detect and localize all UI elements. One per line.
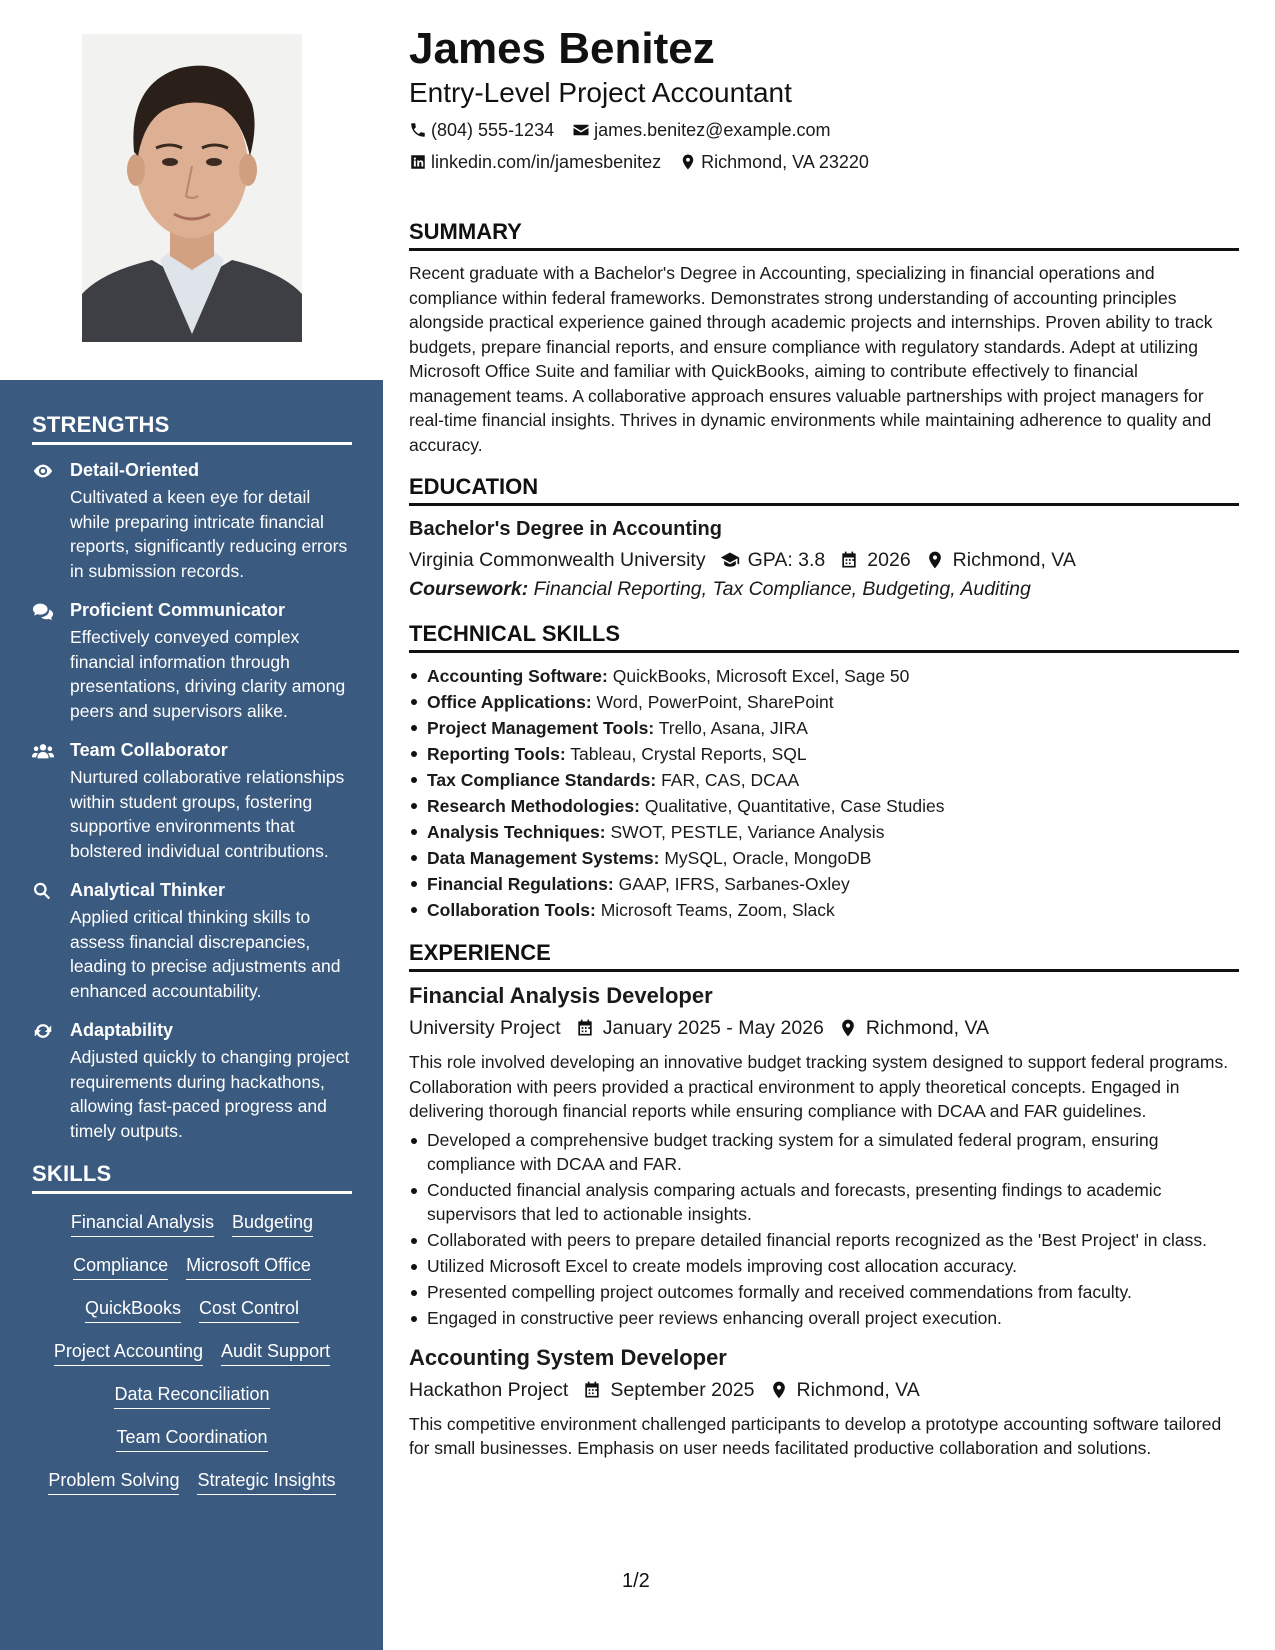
skill-value: MySQL, Oracle, MongoDB — [664, 848, 872, 868]
page-number: 1/2 — [622, 1570, 650, 1592]
list-item: Utilized Microsoft Excel to create models improving cost allocation accuracy. — [409, 1254, 1239, 1278]
list-item — [409, 871, 1239, 897]
strength-title: Detail-Oriented — [70, 460, 200, 480]
skill-row — [32, 1425, 352, 1452]
calendar-icon — [575, 1018, 595, 1038]
skill-label: Financial Regulations: — [427, 874, 614, 894]
job-location — [769, 1376, 920, 1404]
strength-item — [32, 459, 353, 583]
map-marker-icon — [925, 550, 945, 570]
skill-value: GAAP, IFRS, Sarbanes-Oxley — [618, 874, 850, 894]
map-marker-icon — [838, 1018, 858, 1038]
strength-item — [32, 739, 353, 863]
coursework — [409, 574, 1239, 604]
list-item — [409, 689, 1239, 715]
skill-tag: Compliance — [73, 1253, 168, 1280]
strength-title: Proficient Communicator — [70, 600, 286, 620]
skill-row — [32, 1253, 352, 1280]
job-bullets — [409, 1128, 1239, 1330]
list-item: Conducted financial analysis comparing actuals and forecasts, presenting findings to academic supervisors that led to actionable insights. — [409, 1178, 1239, 1226]
list-item — [409, 897, 1239, 923]
job-location — [838, 1014, 989, 1042]
candidate-title: Entry-Level Project Accountant — [409, 77, 792, 108]
skill-label: Collaboration Tools: — [427, 900, 596, 920]
list-item: Collaborated with peers to prepare detailed financial reports recognized as the 'Best Project' in class. — [409, 1228, 1239, 1252]
strength-item — [32, 1019, 353, 1143]
job-description: This competitive environment challenged participants to develop a prototype accounting software tailored for small businesses. Emphasis on user needs facilitated productive collaboration and solutions. — [409, 1413, 1222, 1458]
eye-icon — [32, 459, 70, 583]
linkedin-text: linkedin.com/in/jamesbenitez — [431, 152, 662, 172]
experience-heading: EXPERIENCE — [409, 939, 1239, 972]
school-name — [409, 546, 706, 574]
job-org — [409, 1014, 561, 1042]
skill-value: Tableau, Crystal Reports, SQL — [570, 744, 807, 764]
skill-row — [32, 1468, 352, 1495]
skill-tag: Data Reconciliation — [114, 1382, 269, 1409]
sidebar-panel — [0, 380, 383, 1650]
strength-item — [32, 879, 353, 1003]
education-heading: EDUCATION — [409, 473, 1239, 506]
contact-email[interactable] — [572, 118, 830, 142]
list-item — [409, 793, 1239, 819]
contact-phone[interactable] — [409, 118, 554, 142]
skill-tag: Problem Solving — [48, 1468, 179, 1495]
strength-title: Team Collaborator — [70, 740, 228, 760]
profile-photo — [82, 34, 302, 342]
strength-description: Cultivated a keen eye for detail while preparing intricate financial reports, significantly reducing errors in submission records. — [70, 487, 348, 581]
envelope-icon — [572, 121, 590, 139]
skill-tag: Team Coordination — [116, 1425, 267, 1452]
list-item — [409, 715, 1239, 741]
location-text: Richmond, VA — [796, 1378, 920, 1401]
location-text: Richmond, VA — [952, 549, 1076, 571]
skill-tag: Project Accounting — [54, 1339, 203, 1366]
dates-text: January 2025 - May 2026 — [602, 1017, 824, 1039]
sync-icon — [32, 1019, 70, 1143]
degree-title: Bachelor's Degree in Accounting — [409, 518, 722, 540]
strength-title: Adaptability — [70, 1020, 174, 1040]
coursework-text: Financial Reporting, Tax Compliance, Budgeting, Auditing — [533, 578, 1031, 600]
map-marker-icon — [769, 1380, 789, 1400]
phone-text: (804) 555-1234 — [431, 120, 555, 140]
list-item: Presented compelling project outcomes formally and received commendations from faculty. — [409, 1280, 1239, 1304]
strength-description: Adjusted quickly to changing project requirements during hackathons, allowing fast-paced progress and timely outputs. — [70, 1047, 350, 1141]
list-item — [409, 845, 1239, 871]
map-marker-icon — [679, 153, 697, 171]
skill-row — [32, 1210, 352, 1237]
job-description: This role involved developing an innovative budget tracking system designed to support federal programs. Collaboration with peers provided a practical environment to apply theoretical concepts. Engaged in delivering thorough financial reports while ensuring compliance with DCAA and FAR guidelines. — [409, 1052, 1229, 1121]
summary-text: Recent graduate with a Bachelor's Degree in Accounting, specializing in financial operations and compliance within federal frameworks. Demonstrates strong understanding of accounting principles alongside practical experience gained through academic projects and internships. Proven ability to track budgets, prepare financial reports, and ensure compliance with regulatory standards. Adept at utilizing Microsoft Office Suite and familiar with QuickBooks, aiming to contribute effectively to financial management teams. A collaborative approach ensures valuable partnerships with project managers for real-time financial insights. Thrives in dynamic environments while maintaining adherence to quality and accuracy. — [409, 263, 1213, 455]
sidebar — [0, 0, 383, 1650]
job-meta — [409, 1014, 1239, 1042]
contact-location — [679, 150, 869, 174]
graduation-cap-icon — [720, 550, 740, 570]
org-text: Hackathon Project — [409, 1378, 569, 1401]
dates-text: September 2025 — [610, 1378, 755, 1401]
list-item — [409, 663, 1239, 689]
search-icon — [32, 879, 70, 1003]
skill-label: Research Methodologies: — [427, 796, 640, 816]
org-text: University Project — [409, 1017, 561, 1039]
gpa — [720, 546, 826, 574]
job-org — [409, 1376, 568, 1404]
skill-tag: Strategic Insights — [197, 1468, 335, 1495]
users-icon — [32, 739, 70, 863]
list-item — [409, 767, 1239, 793]
candidate-name: James Benitez — [409, 24, 715, 73]
strengths-heading: STRENGTHS — [32, 412, 352, 445]
skill-tag: Cost Control — [199, 1296, 299, 1323]
technical-skills-list — [409, 663, 1239, 923]
list-item: Developed a comprehensive budget tracking system for a simulated federal program, ensuring compliance with DCAA and FAR. — [409, 1128, 1239, 1176]
education-meta — [409, 546, 1239, 574]
job-dates — [582, 1376, 754, 1404]
graduation-year — [839, 546, 910, 574]
strength-description: Applied critical thinking skills to assess financial discrepancies, leading to precise adjustments and enhanced accountability. — [70, 907, 341, 1001]
skill-label: Office Applications: — [427, 692, 592, 712]
linkedin-icon — [409, 153, 427, 171]
education-section — [409, 473, 1239, 604]
skill-row — [32, 1382, 352, 1409]
skill-value: QuickBooks, Microsoft Excel, Sage 50 — [612, 666, 910, 686]
strength-description: Effectively conveyed complex financial information through presentations, driving clarity among peers and supervisors alike. — [70, 627, 346, 721]
skill-label: Accounting Software: — [427, 666, 608, 686]
strength-item — [32, 599, 353, 723]
job-title: Accounting System Developer — [409, 1344, 727, 1370]
skill-value: SWOT, PESTLE, Variance Analysis — [610, 822, 885, 842]
year-text: 2026 — [867, 549, 911, 571]
skill-tag: Budgeting — [232, 1210, 313, 1237]
email-text: james.benitez@example.com — [594, 120, 831, 140]
phone-icon — [409, 121, 427, 139]
job-title: Financial Analysis Developer — [409, 983, 713, 1008]
technical-skills-heading: TECHNICAL SKILLS — [409, 620, 1239, 653]
strength-title: Analytical Thinker — [70, 880, 226, 900]
list-item — [409, 741, 1239, 767]
school-text: Virginia Commonwealth University — [409, 549, 706, 571]
summary-heading: SUMMARY — [409, 218, 1239, 251]
comments-icon — [32, 599, 70, 723]
experience-section — [409, 939, 1239, 1461]
job-dates — [575, 1014, 824, 1042]
skill-tag: Audit Support — [221, 1339, 330, 1366]
location-text: Richmond, VA 23220 — [701, 152, 869, 172]
location-text: Richmond, VA — [865, 1017, 990, 1039]
technical-skills-section — [409, 620, 1239, 923]
skill-label: Project Management Tools: — [427, 718, 655, 738]
skills-list — [32, 1208, 352, 1495]
contact-linkedin[interactable] — [409, 150, 661, 174]
gpa-text: GPA: 3.8 — [747, 549, 826, 571]
skill-row — [32, 1339, 352, 1366]
main-content — [409, 22, 1239, 1475]
skill-label: Analysis Techniques: — [427, 822, 606, 842]
coursework-label: Coursework: — [409, 578, 529, 600]
skill-label: Data Management Systems: — [427, 848, 660, 868]
contact-row — [409, 150, 1239, 174]
skill-row — [32, 1296, 352, 1323]
skill-tag: QuickBooks — [85, 1296, 181, 1323]
contact-row — [409, 118, 1239, 142]
skill-value: Trello, Asana, JIRA — [658, 718, 808, 738]
skill-label: Tax Compliance Standards: — [427, 770, 657, 790]
job-meta — [409, 1376, 1239, 1404]
skill-tag: Microsoft Office — [186, 1253, 311, 1280]
skills-heading: SKILLS — [32, 1161, 352, 1194]
skill-value: Qualitative, Quantitative, Case Studies — [644, 796, 945, 816]
skill-value: FAR, CAS, DCAA — [661, 770, 800, 790]
strength-description: Nurtured collaborative relationships within student groups, fostering supportive environments that bolstered individual contributions. — [70, 767, 345, 861]
calendar-icon — [839, 550, 859, 570]
skill-value: Microsoft Teams, Zoom, Slack — [600, 900, 835, 920]
skill-label: Reporting Tools: — [427, 744, 566, 764]
list-item — [409, 819, 1239, 845]
job-entry — [409, 1344, 1239, 1461]
education-location — [925, 546, 1076, 574]
job-entry — [409, 982, 1239, 1330]
list-item: Engaged in constructive peer reviews enhancing overall project execution. — [409, 1306, 1239, 1330]
skill-value: Word, PowerPoint, SharePoint — [596, 692, 834, 712]
skill-tag: Financial Analysis — [71, 1210, 214, 1237]
summary-section — [409, 218, 1239, 457]
calendar-icon — [582, 1380, 602, 1400]
